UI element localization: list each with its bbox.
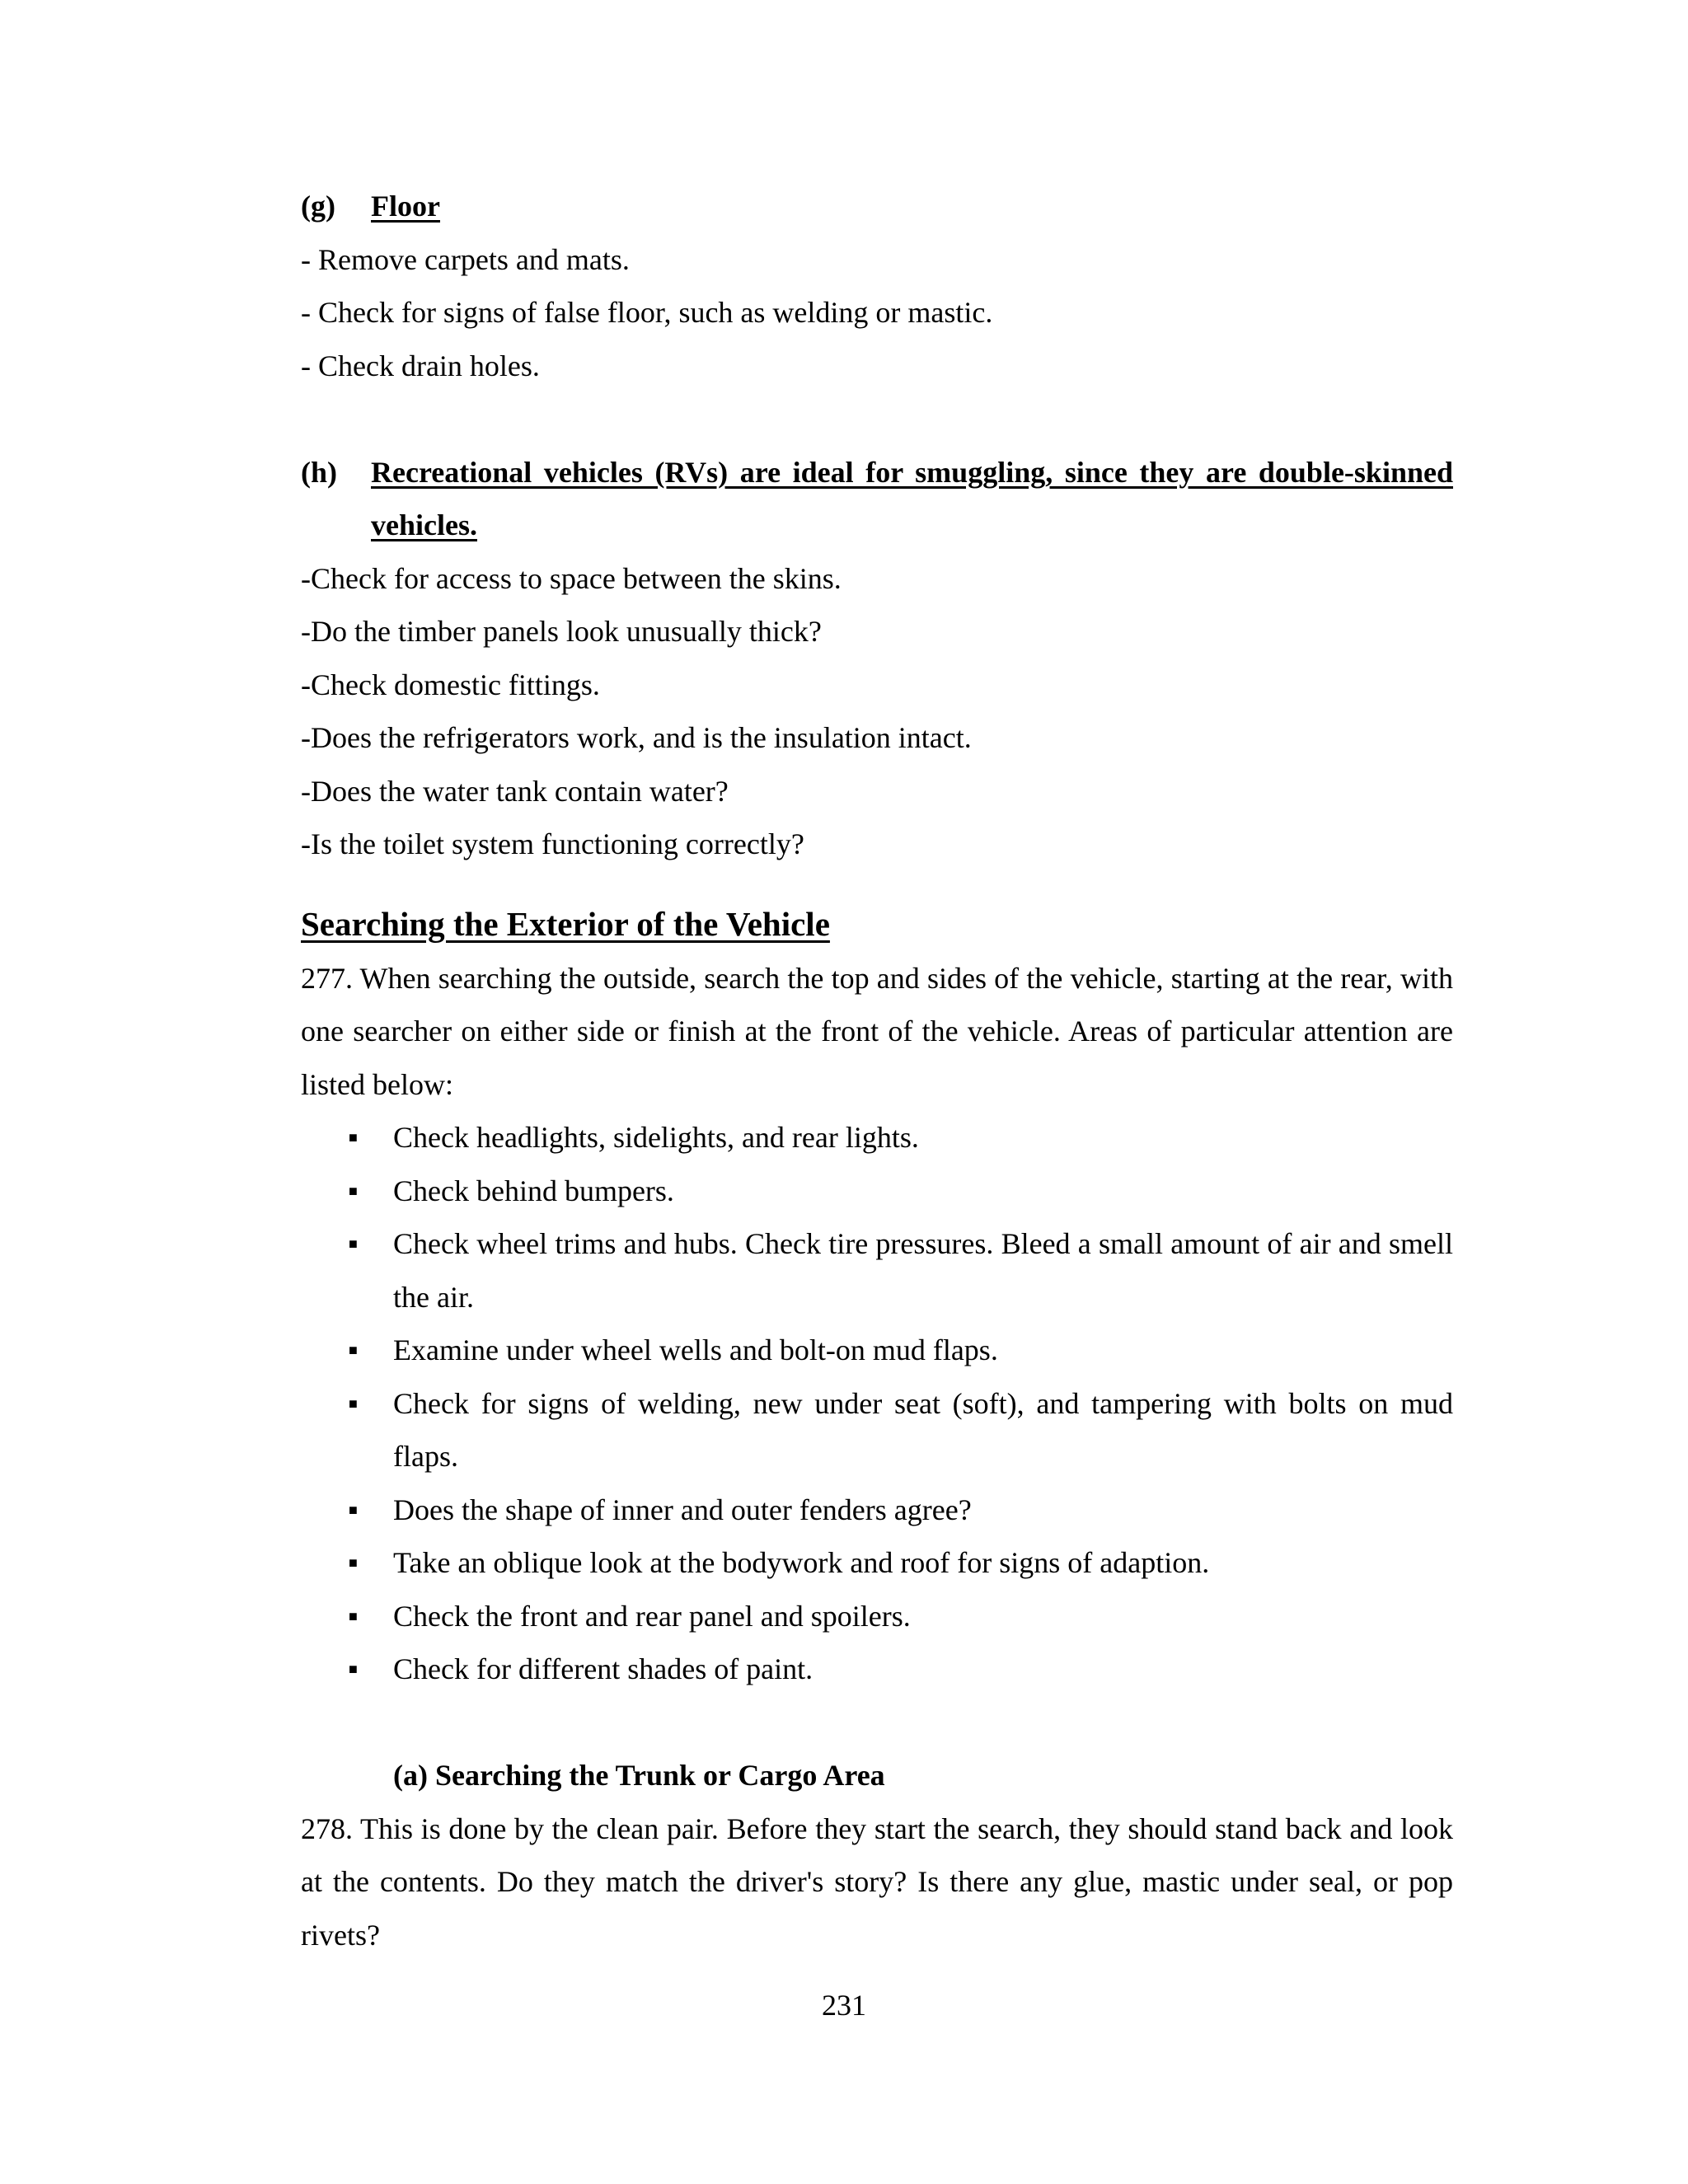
list-item xyxy=(301,1111,1453,1165)
bullet-icon: ■ xyxy=(349,1342,358,1358)
list-item xyxy=(301,1377,1453,1483)
section-h-heading xyxy=(301,446,1453,552)
list-item-text: Check the front and rear panel and spoilers. xyxy=(393,1599,911,1633)
list-item-text: Check for different shades of paint. xyxy=(393,1652,814,1685)
bullet-icon: ■ xyxy=(349,1607,358,1624)
bullet-icon: ■ xyxy=(349,1394,358,1412)
list-item-text: Take an oblique look at the bodywork and roof for signs of adaption. xyxy=(393,1546,1210,1579)
spacer xyxy=(301,1696,1453,1750)
list-item-text: Examine under wheel wells and bolt-on mud flaps. xyxy=(393,1333,998,1366)
section-g-heading xyxy=(301,180,1453,233)
bullet-icon: ■ xyxy=(349,1554,358,1571)
list-item-text: Does the shape of inner and outer fenders agree? xyxy=(393,1493,972,1526)
list-item xyxy=(301,1536,1453,1590)
paragraph-278: 278. This is done by the clean pair. Before they start the search, they should stand back and look at the contents. Do they match the driver's story? Is there any glue, mastic under seal, or pop rivets? xyxy=(301,1811,1453,1952)
section-h-item: -Does the refrigerators work, and is the insulation intact. xyxy=(301,721,972,754)
exterior-heading: Searching the Exterior of the Vehicle xyxy=(301,904,830,943)
section-g-item: - Check drain holes. xyxy=(301,349,540,382)
list-item xyxy=(301,1643,1453,1696)
list-item xyxy=(301,1217,1453,1324)
bullet-icon: ■ xyxy=(349,1182,358,1199)
section-h-letter: (h) xyxy=(301,455,337,489)
spacer xyxy=(301,392,1453,446)
section-h-item: -Do the timber panels look unusually thick? xyxy=(301,615,822,648)
paragraph-277: 277. When searching the outside, search the top and sides of the vehicle, starting at the rear, with one searcher on either side or finish at the front of the vehicle. Areas of particular attention are listed below: xyxy=(301,961,1453,1101)
section-g-item: - Remove carpets and mats. xyxy=(301,242,630,276)
document-page xyxy=(301,180,1453,1961)
section-h-item: -Check domestic fittings. xyxy=(301,668,600,701)
section-g-letter: (g) xyxy=(301,190,335,223)
section-h-item: -Does the water tank contain water? xyxy=(301,774,729,808)
list-item-text: Check headlights, sidelights, and rear lights. xyxy=(393,1121,919,1154)
bullet-icon: ■ xyxy=(349,1129,358,1146)
list-item-text: Check for signs of welding, new under seat (soft), and tampering with bolts on mud flaps. xyxy=(393,1386,1453,1473)
list-item xyxy=(301,1165,1453,1218)
section-h-item: -Is the toilet system functioning correctly? xyxy=(301,827,804,860)
bullet-icon: ■ xyxy=(349,1501,358,1518)
section-g-item: - Check for signs of false floor, such as welding or mastic. xyxy=(301,296,993,329)
list-item-text: Check wheel trims and hubs. Check tire pressures. Bleed a small amount of air and smell the air. xyxy=(393,1227,1453,1314)
list-item xyxy=(301,1590,1453,1643)
exterior-checklist xyxy=(301,1111,1453,1696)
list-item-text: Check behind bumpers. xyxy=(393,1174,674,1207)
list-item xyxy=(301,1483,1453,1537)
list-item xyxy=(301,1324,1453,1377)
bullet-icon: ■ xyxy=(349,1661,358,1677)
trunk-subheading: (a) Searching the Trunk or Cargo Area xyxy=(393,1759,885,1792)
page-number: 231 xyxy=(822,1989,866,2022)
section-h-title: Recreational vehicles (RVs) are ideal for smuggling, since they are double-skinned vehicles. xyxy=(371,455,1453,541)
section-g-title: Floor xyxy=(371,190,440,223)
section-h-item: -Check for access to space between the skins. xyxy=(301,561,842,595)
bullet-icon: ■ xyxy=(349,1235,358,1252)
